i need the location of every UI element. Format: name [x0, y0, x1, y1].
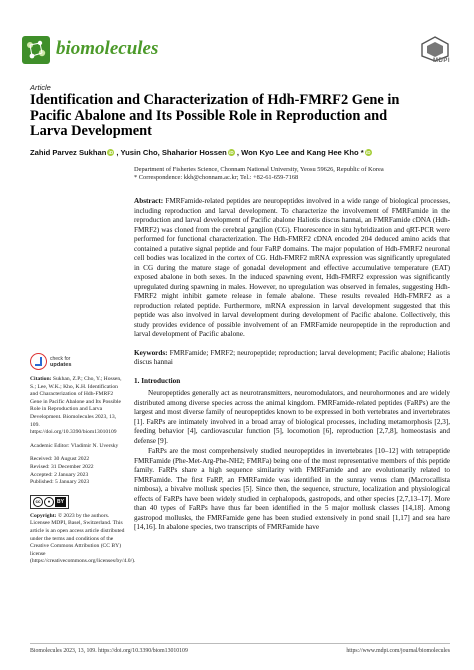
copyright-text: © 2023 by the authors. Licensee MDPI, Basel, Switzerland. This article is an open access article distributed under the terms and conditions of the Creative Commons Attribution (CC BY) license (https://creativecommons.org/licenses/by/4.0/). — [30, 512, 136, 565]
journal-name[interactable]: biomolecules — [56, 38, 159, 59]
footer-divider — [30, 643, 450, 644]
date-published: Published: 5 January 2023 — [30, 479, 90, 486]
title-line: Larva Development — [30, 123, 152, 139]
check-for-updates-button[interactable] — [30, 353, 126, 370]
article-title — [30, 93, 450, 140]
cc-license-badge[interactable] — [30, 495, 69, 509]
citation-block — [30, 376, 126, 437]
updates-line: updates — [50, 361, 72, 368]
keywords-section — [134, 349, 450, 368]
correspondence-line: * Correspondence: kkh@chonnam.ac.kr; Tel.: +82-61-659-7168 — [134, 174, 299, 181]
journal-header — [22, 34, 452, 68]
footer-journal-link[interactable]: https://www.mdpi.com/journal/biomolecules — [346, 648, 450, 654]
copyright-label: Copyright: — [30, 512, 57, 519]
publisher-name: MDPI — [433, 58, 450, 64]
author-name: Won Kyo Lee and Kang Hee Kho * — [241, 148, 364, 157]
citation-label: Citation: — [30, 376, 52, 382]
article-sidebar — [30, 353, 136, 572]
orcid-icon[interactable]: iD — [108, 150, 114, 155]
updates-line: check for — [50, 355, 71, 362]
check-updates-icon — [30, 353, 47, 370]
title-line: Identification and Characterization of Hdh-FMRF2 Gene in — [30, 92, 400, 108]
by-label: BY — [57, 498, 64, 505]
article-type: Article — [30, 83, 51, 92]
orcid-icon[interactable]: iD — [365, 150, 371, 155]
copyright-block — [30, 512, 136, 566]
author-list: Zahid Parvez Sukhan iD , Yusin Cho, Shaharior Hossen iD , Won Kyo Lee and Kang Hee Kho * iD — [30, 148, 371, 157]
keywords-label: Keywords: — [134, 348, 168, 357]
attribution-person-icon: ● — [44, 497, 54, 507]
author-name: Yusin Cho, Shaharior Hossen — [120, 148, 227, 157]
academic-editor: Academic Editor: Vladimir N. Uversky — [30, 442, 119, 449]
cc-icon: cc — [33, 497, 43, 507]
introduction-section — [134, 377, 450, 533]
date-accepted: Accepted: 2 January 2023 — [30, 471, 89, 478]
section-heading: 1. Introduction — [134, 376, 181, 385]
abstract-text: FMRFamide-related peptides are neuropeptides involved in a wide range of biological processes, including reproduction and larval development. To characterize the involvement of FMRFamide in the reproduction and larval development of Pacific abalone Haliotis discus hannai, an FMRFamide cDNA (Hdh-FMRF2) was cloned from the cerebral ganglion (CG). Fluorescence in situ hybridization and qRT-PCR were performed for functional characterization. The Hdh-FMRF2 cDNA encoded 204 deduced amino acids that contained a putative signal peptide and four FaRP domains. The major population of Hdh-FMRF2 neuronal cell bodies was localized in the cortex of CG. Hdh-FMRF2 mRNA expression was significantly upregulated in CG during the mature stage of gonadal development and effective accumulative temperature (EAT) exposed abalone in both sexes. In the induced spawning event, Hdh-FMRF2 expression was significantly upregulated during spawning in males. However, no upregulation was observed in females, suggesting Hdh-FMRF2 might inhibit gamete release in female abalone. These results revealed Hdh-FMRF2 as a reproduction related peptide. Furthermore, mRNA expression in larval development suggested that this peptide was also involved in larval development during development of Pacific abalone. Collectively, this study provides evidence of possible involvement of an FMRFamide neuropeptide in the reproduction and larval development of Pacific abalone. — [134, 197, 450, 338]
orcid-icon[interactable]: iD — [229, 150, 234, 155]
journal-logo-icon — [22, 36, 50, 64]
check-updates-label — [50, 356, 71, 368]
affiliation — [134, 166, 454, 182]
title-line: Pacific Abalone and Its Possible Role in Reproduction and — [30, 107, 388, 124]
author-name: Zahid Parvez Sukhan — [30, 148, 107, 157]
paragraph: FaRPs are the most comprehensively studied neuropeptides in invertebrates [10–12] with tetrapeptide FMRFamide (Phe-Met-Arg-Phe-NH2; FMRFa) being one of the most representative members of this peptide family. FaRPs share a high sequence similarity with FMRFamide and are evolutionarily related to FMRFamide. The first FaRP, an FMRFamide was identified in the sunray venus clam (Macrocallista nimbosa), a bivalve mollusk species [5]. Since then, the sequence, structure, localization and physiological effects of FaRPs have been widely studied in cephalopods, gastropods, and other species [2,7,13–17]. More than 40 types of FaRPs have thus far been identified in the 5 major mollusk classes [14,18]. Among gastropod mollusks, the FMRFamide gene has been studied extensively in pond snail [1,17] and sea hare [14,16]. In abalone species, two transcripts of FMRFamide have — [134, 447, 450, 531]
paragraph: Neuropeptides generally act as neurotransmitters, neuromodulators, and neurohormones and are widely distributed among diverse species across the animal kingdom. FMRFamide-related peptides (FaRPs) are the largest and most diverse family of neuropeptides known to be expressed in both vertebrates and invertebrates [1]. FaRPs are intimately involved in a broad array of biological processes, including metamorphosis [2,3], feeding behavior [4], cardiovascular function [5], locomotion [6], reproduction [2,7,8], homeostasis and defense [9]. — [134, 389, 450, 445]
abstract-section — [134, 197, 450, 340]
publication-dates — [30, 456, 126, 486]
citation-text[interactable]: Sukhan, Z.P.; Cho, Y.; Hossen, S.; Lee, W.K.; Kho, K.H. Identification and Characterization of Hdh-FMRF2 Gene in Pacific Abalone and Its Possible Role in Reproduction and Larva Development. Biomolecules 2023, 13, 109. https://doi.org/10.3390/biom13010109 — [30, 376, 122, 436]
footer-citation[interactable]: Biomolecules 2023, 13, 109. https://doi.org/10.3390/biom13010109 — [30, 648, 188, 654]
abstract-label: Abstract: — [134, 197, 164, 205]
date-received: Received: 30 August 2022 — [30, 456, 90, 463]
main-column — [134, 197, 450, 534]
keywords-text: FMRFamide; FMRF2; neuropeptide; reproduction; larval development; Pacific abalone; Haliotis discus hannai — [134, 348, 451, 366]
affiliation-line: Department of Fisheries Science, Chonnam National University, Yeosu 59626, Republic of Korea — [134, 166, 384, 173]
date-revised: Revised: 31 December 2022 — [30, 463, 94, 470]
